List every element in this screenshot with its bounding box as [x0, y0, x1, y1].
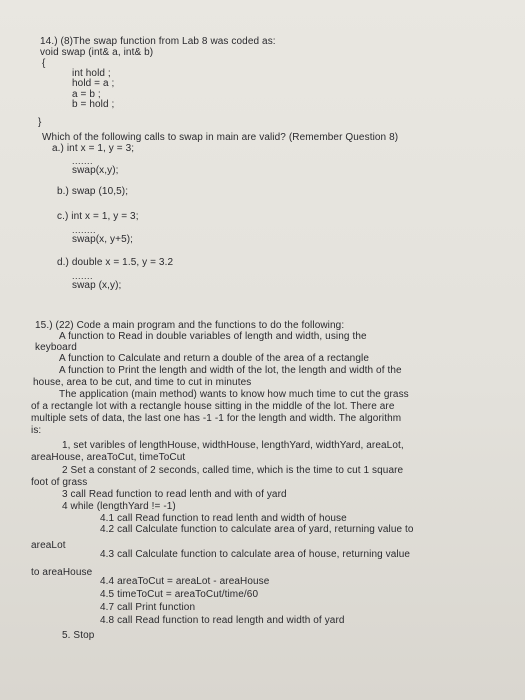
q14-signature: void swap (int& a, int& b) — [40, 47, 154, 58]
q14-option-a: a.) int x = 1, y = 3; — [52, 143, 135, 154]
q14-option-d-dots: ....... — [72, 271, 94, 281]
q15-step-cont: areaHouse, areaToCut, timeToCut — [31, 452, 186, 463]
q14-body-line: a = b ; — [72, 89, 101, 100]
q15-substep: 4.1 call Read function to read lenth and width of house — [100, 513, 347, 524]
q15-substep: 4.2 call Calculate function to calculate area of yard, returning value to — [100, 524, 414, 535]
q14-option-c-call: swap(x, y+5); — [72, 234, 134, 245]
q15-step-cont: foot of grass — [31, 477, 88, 488]
q14-open-brace: { — [42, 58, 46, 69]
q15-text-line: of a rectangle lot with a rectangle house sitting in the middle of the lot. There are — [31, 401, 395, 412]
q15-text-line: A function to Calculate and return a double of the area of a rectangle — [59, 353, 369, 364]
q14-option-d: d.) double x = 1.5, y = 3.2 — [57, 257, 174, 268]
q15-step-cont: areaLot — [31, 540, 66, 551]
q15-step: 1, set varibles of lengthHouse, widthHouse, lengthYard, widthYard, areaLot, — [62, 440, 404, 451]
q15-substep: 4.5 timeToCut = areaToCut/time/60 — [100, 589, 259, 600]
q14-body-line: b = hold ; — [72, 99, 115, 110]
q15-substep: 4.7 call Print function — [100, 602, 196, 613]
q15-heading: 15.) (22) Code a main program and the functions to do the following: — [35, 320, 345, 331]
q15-substep: 4.4 areaToCut = areaLot - areaHouse — [100, 576, 270, 587]
q15-text-line: A function to Print the length and width of the lot, the length and width of the — [59, 365, 402, 376]
q15-text-line: is: — [31, 425, 42, 436]
q15-step: 4 while (lengthYard != -1) — [62, 501, 176, 512]
q15-step: 2 Set a constant of 2 seconds, called time, which is the time to cut 1 square — [62, 465, 404, 476]
q14-body-line: hold = a ; — [72, 78, 115, 89]
q15-text-line: house, area to be cut, and time to cut in minutes — [33, 377, 252, 388]
q14-option-a-call: swap(x,y); — [72, 165, 119, 176]
q15-text-line: The application (main method) wants to know how much time to cut the grass — [59, 389, 409, 400]
q14-question: Which of the following calls to swap in main are valid? (Remember Question 8) — [42, 132, 399, 143]
q15-text-line: multiple sets of data, the last one has -1 -1 for the length and width. The algorithm — [31, 413, 402, 424]
q14-option-c-dots: ........ — [72, 225, 97, 235]
q15-text-line: A function to Read in double variables of length and width, using the — [59, 331, 367, 342]
q15-step-cont: to areaHouse — [31, 567, 93, 578]
q15-text-line: keyboard — [35, 342, 77, 353]
q14-option-b: b.) swap (10,5); — [57, 186, 129, 197]
q15-substep: 4.3 call Calculate function to calculate area of house, returning value — [100, 549, 411, 560]
q14-heading: 14.) (8)The swap function from Lab 8 was coded as: — [40, 36, 276, 47]
q15-step: 5. Stop — [62, 630, 95, 641]
q15-substep: 4.8 call Read function to read length and width of yard — [100, 615, 345, 626]
q14-close-brace: } — [38, 117, 42, 128]
q14-option-a-dots: ....... — [72, 156, 94, 166]
q14-body-line: int hold ; — [72, 68, 111, 79]
q15-step: 3 call Read function to read lenth and with of yard — [62, 489, 287, 500]
q14-option-d-call: swap (x,y); — [72, 280, 122, 291]
q14-option-c: c.) int x = 1, y = 3; — [57, 211, 139, 222]
